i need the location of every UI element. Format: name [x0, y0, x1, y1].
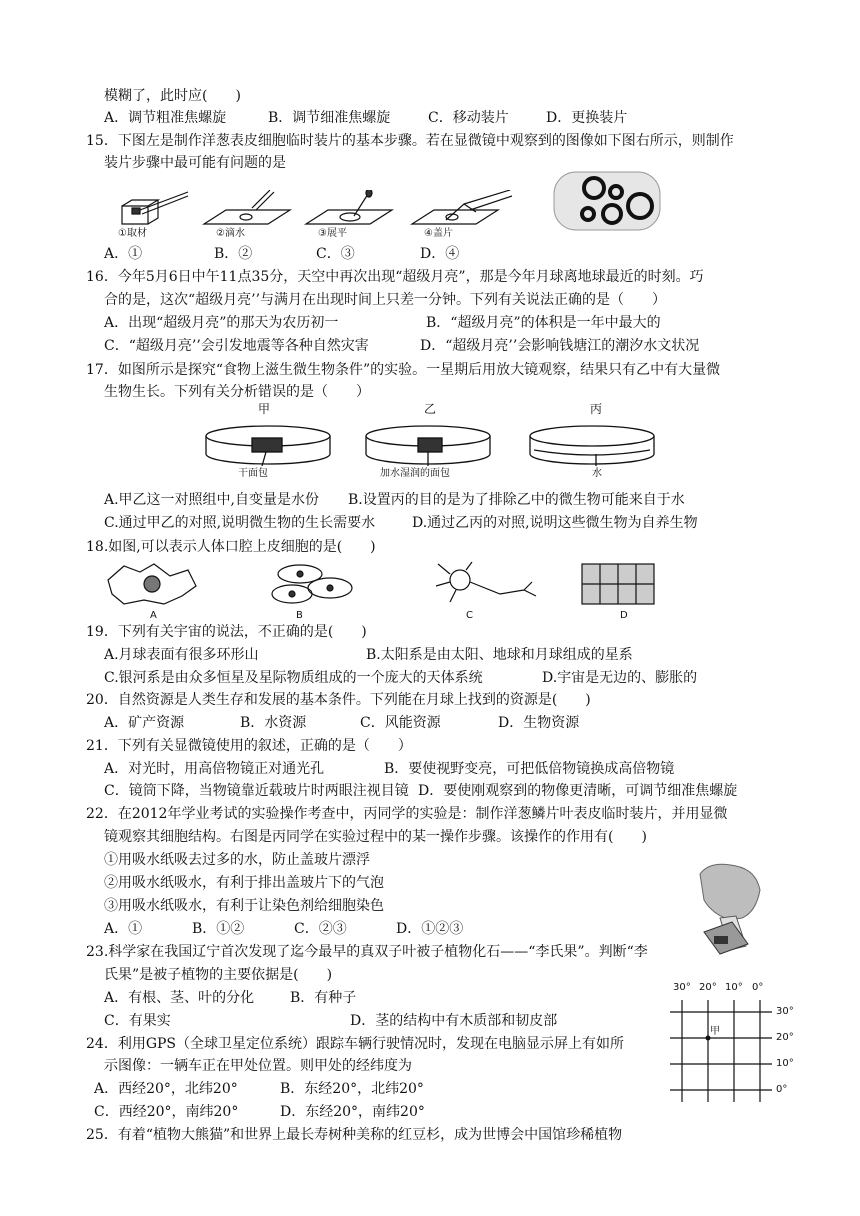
q24-option-d: D．东经20°，南纬20°	[280, 1104, 425, 1120]
q14-option-c: C．移动装片	[428, 110, 509, 126]
q17-option-a: A.甲乙这一对照组中,自变量是水份	[104, 492, 320, 508]
q17-caption-water: 水	[592, 468, 602, 479]
q15-step-label-2: ②滴水	[216, 228, 245, 239]
q25-stem: 25．有着“植物大熊猫”和世界上最长寿树种美称的红豆杉，成为世博会中国馆珍稀植物	[86, 1127, 623, 1143]
q18-label-c: C	[466, 610, 473, 621]
q24-right-label-2: 20°	[776, 1032, 794, 1043]
q23-option-d: D．茎的结构中有木质部和韧皮部	[350, 1013, 558, 1029]
q16-option-c: C．“超级月亮’’会引发地震等各种自然灾害	[104, 338, 369, 354]
q18-label-d: D	[620, 610, 628, 621]
q18-label-a: A	[150, 610, 157, 621]
q20-option-b: B．水资源	[240, 715, 307, 731]
q21-stem: 21．下列有关显微镜使用的叙述，正确的是（ ）	[86, 738, 412, 754]
q24-top-label-1: 30°	[673, 982, 691, 993]
q21-option-b: B．要使视野变亮，可把低倍物镜换成高倍物镜	[384, 761, 675, 777]
q15-stem-line2: 装片步骤中最可能有问题的是	[104, 155, 286, 171]
q24-option-c: C．西经20°，南纬20°	[94, 1104, 239, 1120]
q23-stem-line2: 氏果”是被子植物的主要依据是( )	[104, 967, 333, 983]
q22-absorbent-paper-figure	[690, 860, 770, 960]
q24-top-label-4: 0°	[752, 982, 764, 993]
q23-stem-line1: 23.科学家在我国辽宁首次发现了迄今最早的真双子叶被子植物化石——“李氏果”。判断“李	[86, 944, 648, 960]
q17-option-c: C.通过甲乙的对照,说明微生物的生长需要水	[104, 515, 376, 531]
q14-option-d: D．更换装片	[546, 110, 628, 126]
q22-statement-3: ③用吸水纸吸水，有利于让染色剂给细胞染色	[104, 898, 384, 914]
q19-stem: 19．下列有关宇宙的说法，不正确的是( )	[86, 624, 367, 640]
q17-option-d: D.通过乙丙的对照,说明这些微生物为自养生物	[412, 515, 698, 531]
q24-option-b: B．东经20°，北纬20°	[280, 1081, 424, 1097]
q18-label-b: B	[296, 610, 303, 621]
q17-stem-line2: 生物生长。下列有关分析错误的是（ ）	[104, 384, 370, 400]
q15-step-label-3: ③展平	[318, 228, 347, 239]
q23-option-c: C．有果实	[104, 1013, 171, 1029]
q24-stem-line1: 24．利用GPS（全球卫星定位系统）跟踪车辆行驶情况时，发现在电脑显示屏上有如所	[86, 1036, 625, 1052]
q22-statement-1: ①用吸水纸吸去过多的水，防止盖玻片漂浮	[104, 852, 370, 868]
q17-dish-label-yi: 乙	[424, 402, 437, 416]
q24-top-label-2: 20°	[699, 982, 717, 993]
q24-point-label: 甲	[710, 1026, 720, 1037]
q21-option-d: D．要使刚观察到的物像更清晰，可调节细准焦螺旋	[418, 783, 738, 799]
q24-coordinate-grid	[664, 992, 794, 1110]
q23-option-b: B．有种子	[290, 990, 357, 1006]
q17-caption-wet-bread: 加水湿润的面包	[380, 468, 450, 479]
q17-option-b: B.设置丙的目的是为了排除乙中的微生物可能来自于水	[348, 492, 685, 508]
q14-option-b: B．调节细准焦螺旋	[268, 110, 391, 126]
q18-cells-figure	[104, 560, 664, 610]
q22-stem-line2: 镜观察其细胞结构。右图是丙同学在实验过程中的某一操作步骤。该操作的作用有( )	[104, 829, 647, 845]
q15-step-label-4: ④盖片	[424, 228, 453, 239]
q24-right-label-4: 0°	[776, 1084, 788, 1095]
q19-option-a: A.月球表面有很多环形山	[104, 647, 259, 663]
q14-option-a: A．调节粗准焦螺旋	[104, 110, 227, 126]
q24-option-a: A．西经20°，北纬20°	[94, 1081, 238, 1097]
q15-option-c: C．③	[316, 246, 355, 262]
q24-right-label-3: 10°	[776, 1058, 794, 1069]
q21-option-a: A．对光时，用高倍物镜正对通光孔	[104, 761, 325, 777]
q22-statement-2: ②用吸水纸吸水，有利于排出盖玻片下的气泡	[104, 875, 384, 891]
q22-stem-line1: 22．在2012年学业考试的实验操作考查中，丙同学的实验是：制作洋葱鳞片叶表皮临时装片，并用显微	[86, 806, 728, 822]
q18-stem: 18.如图,可以表示人体口腔上皮细胞的是( )	[86, 539, 376, 555]
q15-option-d: D．④	[420, 246, 460, 262]
q20-option-a: A．矿产资源	[104, 715, 185, 731]
q14-stem-tail: 模糊了，此时应( )	[104, 88, 241, 104]
q24-right-label-1: 30°	[776, 1006, 794, 1017]
q20-option-d: D．生物资源	[498, 715, 580, 731]
q22-option-a: A．①	[104, 921, 143, 937]
q16-option-b: B．“超级月亮”的体积是一年中最大的	[426, 315, 661, 331]
q24-top-label-3: 10°	[725, 982, 743, 993]
q15-option-a: A．①	[104, 246, 143, 262]
q16-stem-line1: 16．今年5月6日中午11点35分，天空中再次出现“超级月亮”，那是今年月球离地球最近的时刻。巧	[86, 269, 704, 285]
q20-option-c: C．风能资源	[360, 715, 441, 731]
q22-option-c: C．②③	[294, 921, 347, 937]
q22-option-b: B．①②	[192, 921, 245, 937]
q23-option-a: A．有根、茎、叶的分化	[104, 990, 255, 1006]
q17-dish-label-jia: 甲	[258, 402, 271, 416]
q15-microscope-view-figure	[552, 170, 662, 232]
q15-stem-line1: 15．下图左是制作洋葱表皮细胞临时装片的基本步骤。若在显微镜中观察到的图像如下图右所示，则制作	[86, 133, 734, 149]
q19-option-b: B.太阳系是由太阳、地球和月球组成的星系	[366, 647, 633, 663]
q16-option-d: D．“超级月亮’’会影响钱塘江的潮汐水文状况	[420, 338, 700, 354]
q19-option-d: D.宇宙是无边的、膨胀的	[542, 670, 698, 686]
q15-step-label-1: ①取材	[118, 228, 147, 239]
q16-option-a: A．出现“超级月亮”的那天为农历初一	[104, 315, 339, 331]
q17-caption-dry-bread: 干面包	[238, 468, 268, 479]
q15-option-b: B．②	[214, 246, 253, 262]
q17-stem-line1: 17．如图所示是探究“食物上滋生微生物条件”的实验。一星期后用放大镜观察，结果只有乙中有大量微	[86, 362, 721, 378]
q16-stem-line2: 合的是，这次“超级月亮’’与满月在出现时间上只差一分钟。下列有关说法正确的是（ ）	[104, 292, 667, 308]
q19-option-c: C.银河系是由众多恒星及星际物质组成的一个庞大的天体系统	[104, 670, 483, 686]
q17-dish-label-bing: 丙	[590, 402, 603, 416]
q22-option-d: D．①②③	[396, 921, 464, 937]
q20-stem: 20．自然资源是人类生存和发展的基本条件。下列能在月球上找到的资源是( )	[86, 692, 591, 708]
q24-stem-line2: 示图像：一辆车正在甲处位置。则甲处的经纬度为	[104, 1058, 412, 1074]
q21-option-c: C．镜筒下降，当物镜靠近载玻片时两眼注视目镜	[104, 783, 409, 799]
